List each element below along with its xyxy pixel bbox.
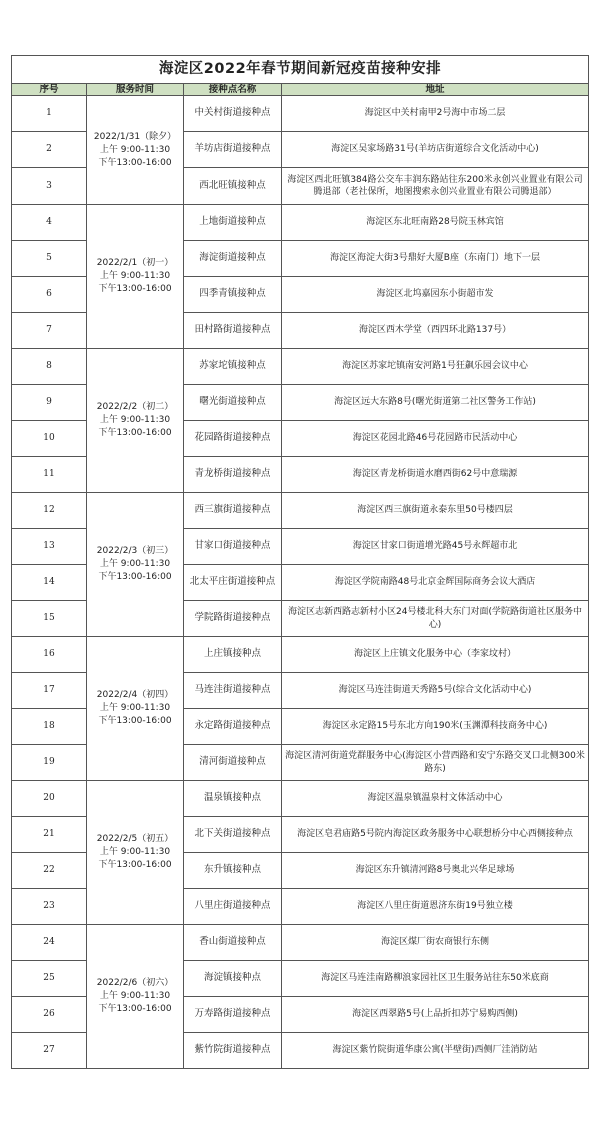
header-seq: 序号 — [12, 84, 87, 96]
site-address: 海淀区中关村南甲2号海中市场二层 — [282, 96, 589, 132]
row-number: 9 — [12, 385, 87, 421]
service-time-date: 2022/2/6（初六） — [96, 978, 174, 988]
service-time-cell — [87, 96, 184, 205]
service-time-cell — [87, 781, 184, 925]
site-address: 海淀区远大东路8号(曙光街道第二社区警务工作站) — [282, 385, 589, 421]
site-address: 海淀区清河街道党群服务中心(海淀区小营西路和安宁东路交叉口北侧300米路东) — [282, 745, 589, 781]
site-address: 海淀区西北旺镇384路公交车丰润东路站往东200米永创兴业置业有限公司腾退部（老社保所，地图搜索永创兴业置业有限公司腾退部） — [282, 168, 589, 205]
site-address: 海淀区东北旺南路28号院玉林宾馆 — [282, 205, 589, 241]
header-site: 接种点名称 — [184, 84, 282, 96]
site-address: 海淀区花园北路46号花园路市民活动中心 — [282, 421, 589, 457]
site-name: 紫竹院街道接种点 — [184, 1033, 282, 1069]
header-row — [12, 84, 589, 96]
row-number: 25 — [12, 961, 87, 997]
header-address: 地址 — [282, 84, 589, 96]
row-number: 8 — [12, 349, 87, 385]
service-time-pm: 下午13:00-16:00 — [98, 284, 172, 294]
site-name: 北下关街道接种点 — [184, 817, 282, 853]
site-name: 香山街道接种点 — [184, 925, 282, 961]
schedule-table — [11, 55, 589, 1069]
site-address: 海淀区紫竹院街道华康公寓(半壁街)西侧厂洼消防站 — [282, 1033, 589, 1069]
row-number: 4 — [12, 205, 87, 241]
service-time-cell — [87, 637, 184, 781]
site-address: 海淀区西三旗街道永泰东里50号楼四层 — [282, 493, 589, 529]
service-time-am: 上午 9:00-11:30 — [99, 703, 171, 713]
site-name: 苏家坨镇接种点 — [184, 349, 282, 385]
site-address: 海淀区吴家场路31号(羊坊店街道综合文化活动中心) — [282, 132, 589, 168]
row-number: 21 — [12, 817, 87, 853]
service-time-am: 上午 9:00-11:30 — [99, 559, 171, 569]
service-time-am: 上午 9:00-11:30 — [99, 847, 171, 857]
site-name: 清河街道接种点 — [184, 745, 282, 781]
service-time-cell — [87, 493, 184, 637]
site-address: 海淀区西翠路5号(上品折扣苏宁易购西侧) — [282, 997, 589, 1033]
row-number: 13 — [12, 529, 87, 565]
site-address: 海淀区海淀大街3号鼎好大厦B座（东南门）地下一层 — [282, 241, 589, 277]
site-name: 万寿路街道接种点 — [184, 997, 282, 1033]
site-name: 甘家口街道接种点 — [184, 529, 282, 565]
row-number: 22 — [12, 853, 87, 889]
site-name: 花园路街道接种点 — [184, 421, 282, 457]
site-address: 海淀区志新西路志新村小区24号楼北科大东门对面(学院路街道社区服务中心) — [282, 601, 589, 637]
site-name: 北太平庄街道接种点 — [184, 565, 282, 601]
site-name: 田村路街道接种点 — [184, 313, 282, 349]
site-address: 海淀区煤厂街农商银行东侧 — [282, 925, 589, 961]
site-address: 海淀区八里庄街道恩济东街19号独立楼 — [282, 889, 589, 925]
service-time-date: 2022/2/3（初三） — [96, 546, 174, 556]
service-time-pm: 下午13:00-16:00 — [98, 428, 172, 438]
site-address: 海淀区上庄镇文化服务中心（李家坟村） — [282, 637, 589, 673]
site-address: 海淀区东升镇清河路8号奥北兴华足球场 — [282, 853, 589, 889]
row-number: 27 — [12, 1033, 87, 1069]
site-address: 海淀区永定路15号东北方向190米(玉渊潭科技商务中心) — [282, 709, 589, 745]
table-row — [12, 925, 589, 961]
service-time-am: 上午 9:00-11:30 — [99, 144, 171, 155]
row-number: 10 — [12, 421, 87, 457]
service-time-date: 2022/2/4（初四） — [96, 690, 174, 700]
site-name: 温泉镇接种点 — [184, 781, 282, 817]
row-number: 3 — [12, 168, 87, 205]
row-number: 1 — [12, 96, 87, 132]
table-row — [12, 205, 589, 241]
row-number: 2 — [12, 132, 87, 168]
site-address: 海淀区甘家口街道增光路45号永辉超市北 — [282, 529, 589, 565]
site-name: 中关村街道接种点 — [184, 96, 282, 132]
table-row — [12, 781, 589, 817]
row-number: 16 — [12, 637, 87, 673]
site-address: 海淀区马连洼街道天秀路5号(综合文化活动中心) — [282, 673, 589, 709]
row-number: 19 — [12, 745, 87, 781]
row-number: 18 — [12, 709, 87, 745]
site-name: 海淀镇接种点 — [184, 961, 282, 997]
site-name: 四季青镇接种点 — [184, 277, 282, 313]
site-address: 海淀区皂君庙路5号院内海淀区政务服务中心联想桥分中心西侧接种点 — [282, 817, 589, 853]
site-name: 西三旗街道接种点 — [184, 493, 282, 529]
site-name: 八里庄街道接种点 — [184, 889, 282, 925]
table-row — [12, 493, 589, 529]
row-number: 20 — [12, 781, 87, 817]
site-name: 西北旺镇接种点 — [184, 168, 282, 205]
table-body — [12, 96, 589, 1069]
header-time: 服务时间 — [87, 84, 184, 96]
site-name: 青龙桥街道接种点 — [184, 457, 282, 493]
table-row — [12, 96, 589, 132]
table-row — [12, 349, 589, 385]
service-time-am: 上午 9:00-11:30 — [99, 991, 171, 1001]
row-number: 26 — [12, 997, 87, 1033]
service-time-pm: 下午13:00-16:00 — [98, 716, 172, 726]
site-address: 海淀区温泉镇温泉村文体活动中心 — [282, 781, 589, 817]
schedule-sheet — [11, 55, 589, 1069]
site-address: 海淀区马连洼南路柳浪家园社区卫生服务站往东50米底商 — [282, 961, 589, 997]
row-number: 12 — [12, 493, 87, 529]
service-time-am: 上午 9:00-11:30 — [99, 415, 171, 425]
site-name: 上庄镇接种点 — [184, 637, 282, 673]
service-time-pm: 下午13:00-16:00 — [98, 572, 172, 582]
site-address: 海淀区青龙桥街道水磨西街62号中意瑞源 — [282, 457, 589, 493]
table-row — [12, 637, 589, 673]
row-number: 5 — [12, 241, 87, 277]
service-time-am: 上午 9:00-11:30 — [99, 271, 171, 281]
site-address: 海淀区学院南路48号北京金辉国际商务会议大酒店 — [282, 565, 589, 601]
site-name: 羊坊店街道接种点 — [184, 132, 282, 168]
row-number: 15 — [12, 601, 87, 637]
row-number: 24 — [12, 925, 87, 961]
site-address: 海淀区苏家坨镇南安河路1号狂飙乐园会议中心 — [282, 349, 589, 385]
service-time-date: 2022/2/1（初一） — [96, 258, 174, 268]
service-time-cell — [87, 925, 184, 1069]
service-time-pm: 下午13:00-16:00 — [98, 157, 172, 168]
service-time-date: 2022/2/5（初五） — [96, 834, 174, 844]
row-number: 23 — [12, 889, 87, 925]
service-time-date: 2022/2/2（初二） — [96, 402, 174, 412]
service-time-pm: 下午13:00-16:00 — [98, 1004, 172, 1014]
site-address: 海淀区西木学堂（西四环北路137号） — [282, 313, 589, 349]
row-number: 7 — [12, 313, 87, 349]
site-name: 曙光街道接种点 — [184, 385, 282, 421]
site-name: 永定路街道接种点 — [184, 709, 282, 745]
row-number: 6 — [12, 277, 87, 313]
table-title: 海淀区2022年春节期间新冠疫苗接种安排 — [12, 56, 589, 84]
row-number: 14 — [12, 565, 87, 601]
row-number: 17 — [12, 673, 87, 709]
site-address: 海淀区北坞嘉园东小街超市发 — [282, 277, 589, 313]
site-name: 上地街道接种点 — [184, 205, 282, 241]
site-name: 海淀街道接种点 — [184, 241, 282, 277]
site-name: 学院路街道接种点 — [184, 601, 282, 637]
service-time-cell — [87, 205, 184, 349]
site-name: 马连洼街道接种点 — [184, 673, 282, 709]
site-name: 东升镇接种点 — [184, 853, 282, 889]
row-number: 11 — [12, 457, 87, 493]
service-time-date: 2022/1/31（除夕） — [93, 131, 177, 142]
service-time-pm: 下午13:00-16:00 — [98, 860, 172, 870]
service-time-cell — [87, 349, 184, 493]
